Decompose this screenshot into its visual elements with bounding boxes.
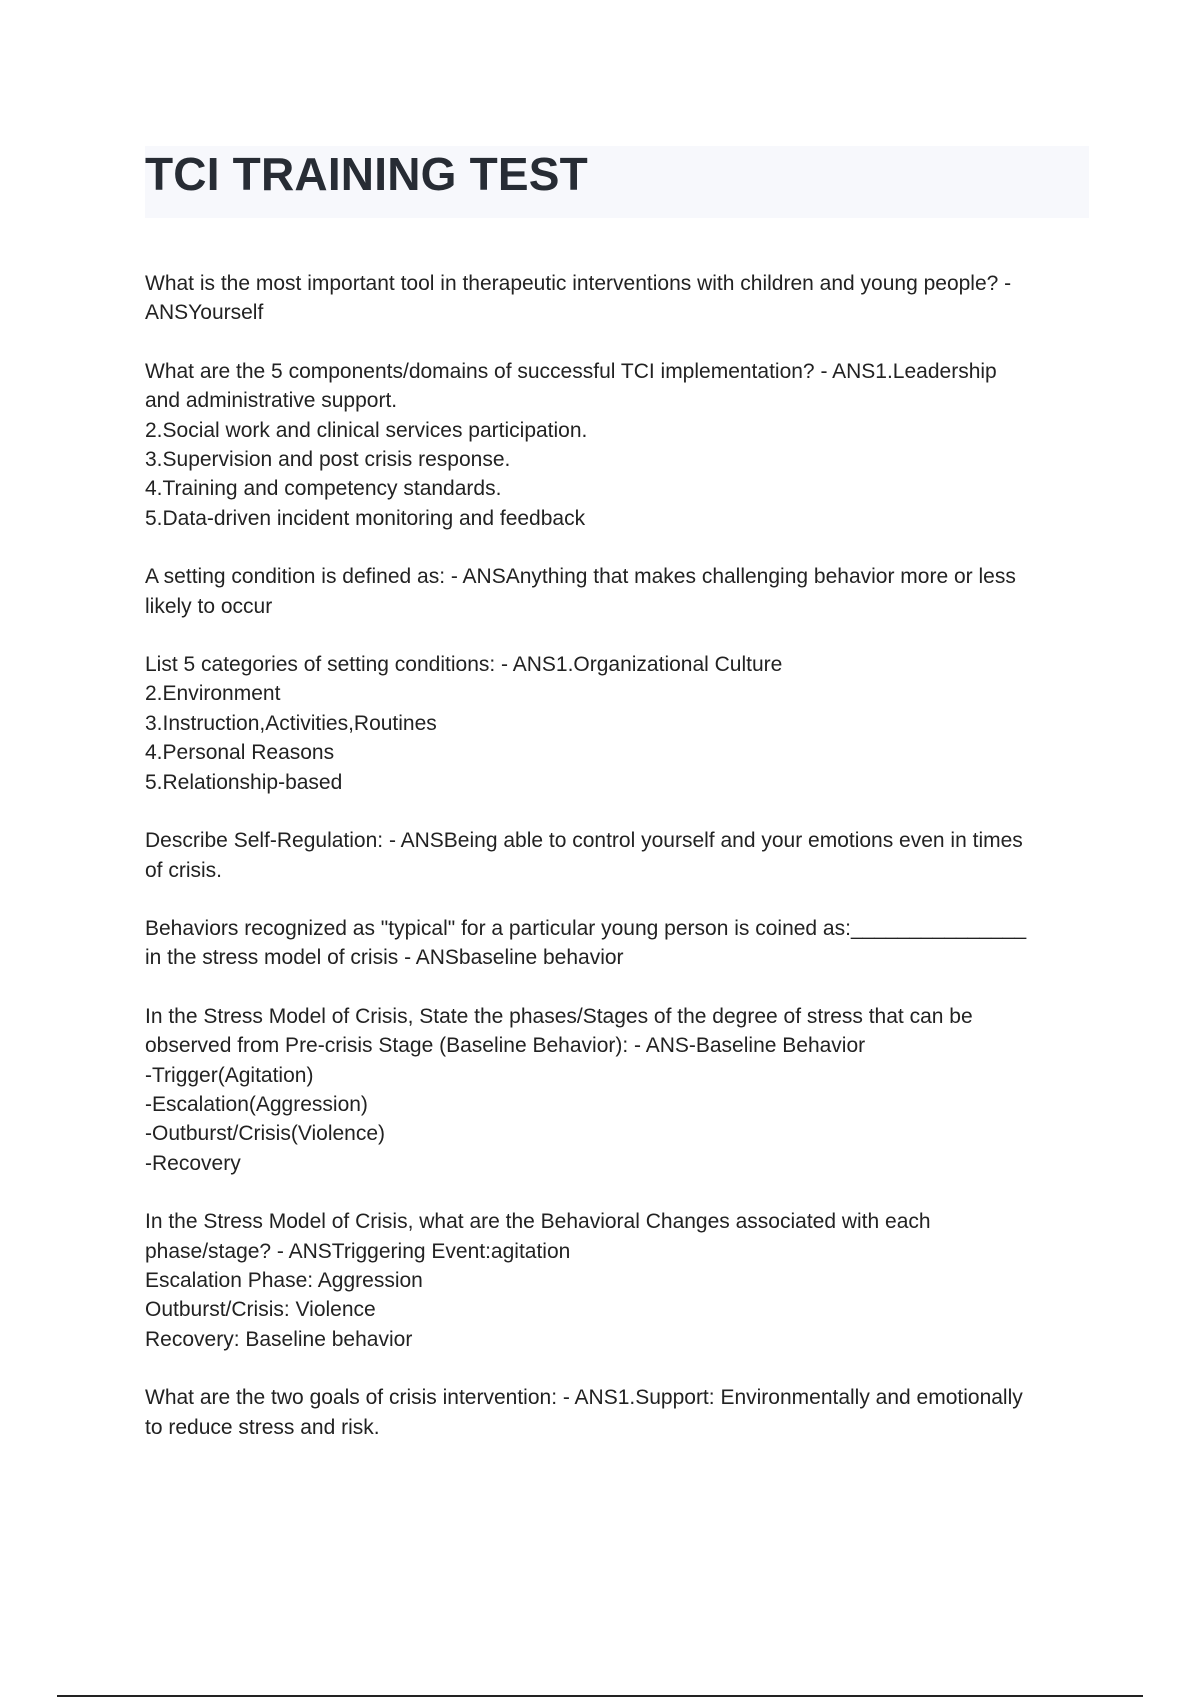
- qa-line: What are the two goals of crisis intervention: - ANS1.Support: Environmentally and emotionally: [145, 1386, 1023, 1410]
- qa-line: List 5 categories of setting conditions: - ANS1.Organizational Culture: [145, 653, 783, 677]
- qa-entry-3: [145, 562, 1089, 621]
- qa-line: -Trigger(Agitation): [145, 1063, 314, 1087]
- qa-line: Behaviors recognized as "typical" for a particular young person is coined as:_______________: [145, 916, 1027, 940]
- qa-line: phase/stage? - ANSTriggering Event:agitation: [145, 1239, 571, 1263]
- title-band: [145, 146, 1089, 218]
- qa-line: 5.Data-driven incident monitoring and feedback: [145, 506, 586, 530]
- qa-line: In the Stress Model of Crisis, State the phases/Stages of the degree of stress that can be: [145, 1004, 973, 1028]
- qa-entry-6: [145, 914, 1089, 973]
- qa-line: and administrative support.: [145, 389, 398, 413]
- qa-line: observed from Pre-crisis Stage (Baseline Behavior): - ANS-Baseline Behavior: [145, 1034, 866, 1058]
- qa-entry-4: [145, 650, 1089, 797]
- qa-line: to reduce stress and risk.: [145, 1415, 380, 1439]
- qa-line: ANSYourself: [145, 301, 264, 325]
- qa-line: 2.Social work and clinical services participation.: [145, 418, 588, 442]
- qa-line: What are the 5 components/domains of successful TCI implementation? - ANS1.Leadership: [145, 359, 997, 383]
- qa-line: 2.Environment: [145, 682, 281, 706]
- page-title: TCI TRAINING TEST: [145, 148, 588, 200]
- qa-line: -Recovery: [145, 1151, 241, 1175]
- qa-line: of crisis.: [145, 858, 223, 882]
- qa-line: What is the most important tool in therapeutic interventions with children and young people? -: [145, 272, 1012, 295]
- qa-entry-1: [145, 269, 1089, 328]
- qa-line: Recovery: Baseline behavior: [145, 1327, 413, 1351]
- qa-line: likely to occur: [145, 594, 273, 618]
- qa-line: 4.Personal Reasons: [145, 741, 335, 765]
- qa-line: Escalation Phase: Aggression: [145, 1268, 423, 1292]
- qa-line: -Outburst/Crisis(Violence): [145, 1122, 386, 1146]
- qa-line: Describe Self-Regulation: - ANSBeing able to control yourself and your emotions even in times: [145, 829, 1023, 853]
- qa-line: A setting condition is defined as: - ANSAnything that makes challenging behavior more or less: [145, 565, 1016, 589]
- qa-line: Outburst/Crisis: Violence: [145, 1298, 376, 1322]
- qa-entry-2: [145, 357, 1089, 533]
- qa-line: 5.Relationship-based: [145, 770, 343, 794]
- qa-entry-9: [145, 1383, 1089, 1442]
- qa-entry-5: [145, 826, 1089, 885]
- qa-line: 3.Supervision and post crisis response.: [145, 448, 511, 472]
- qa-entry-7: [145, 1002, 1089, 1178]
- qa-line: 4.Training and competency standards.: [145, 477, 502, 501]
- qa-line: In the Stress Model of Crisis, what are the Behavioral Changes associated with each: [145, 1210, 931, 1234]
- qa-line: -Escalation(Aggression): [145, 1092, 368, 1116]
- qa-line: in the stress model of crisis - ANSbaseline behavior: [145, 946, 624, 970]
- qa-line: 3.Instruction,Activities,Routines: [145, 711, 437, 735]
- qa-list: [145, 269, 1089, 1471]
- qa-entry-8: [145, 1207, 1089, 1354]
- bottom-divider: [57, 1695, 1143, 1697]
